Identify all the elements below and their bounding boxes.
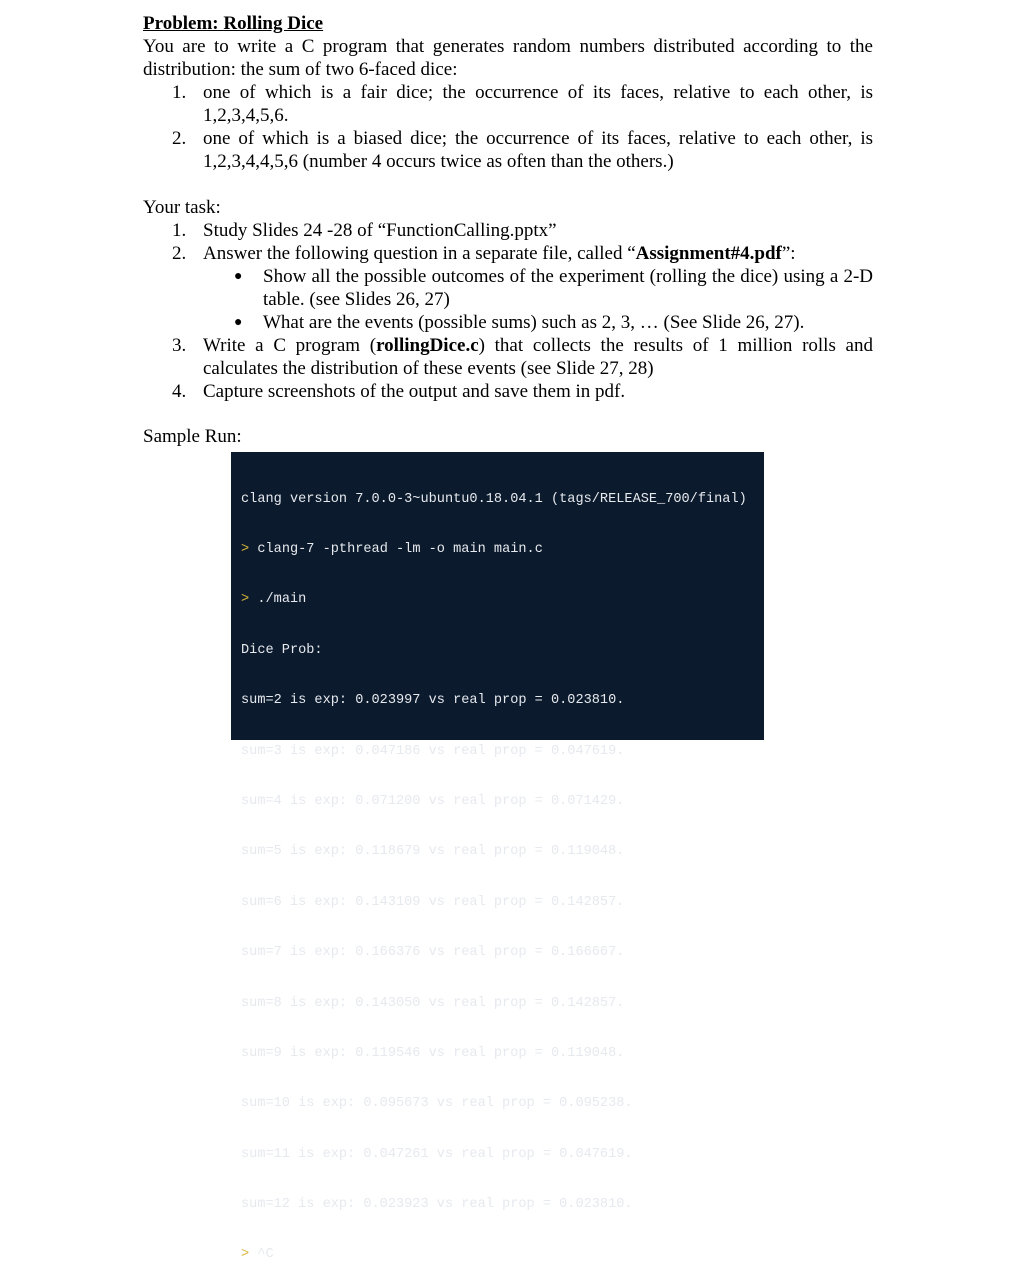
- terminal-dice-header: Dice Prob:: [241, 642, 323, 658]
- bullet-item: [203, 311, 873, 334]
- terminal-result-line: sum=2 is exp: 0.023997 vs real prop = 0.023810.: [241, 693, 625, 709]
- list-item-text-pre: Answer the following question in a separate file, called “: [203, 243, 636, 264]
- terminal-screenshot: [231, 452, 764, 1263]
- task-list: [143, 219, 873, 403]
- prompt-icon: >: [241, 541, 250, 557]
- bullet-text: What are the events (possible sums) such as 2, 3, … (See Slide 26, 27).: [263, 312, 805, 333]
- list-item-text: Study Slides 24 -28 of “FunctionCalling.pptx”: [203, 220, 557, 241]
- list-item-text-pre: Write a C program (: [203, 335, 377, 356]
- list-item: [143, 81, 873, 127]
- terminal-command: ./main: [257, 592, 307, 608]
- terminal-command-line: [241, 1247, 764, 1264]
- bullet-icon: ●: [234, 269, 243, 284]
- list-item-text-post: ) that collects the results of 1 million rolls and calculates the distribution of these events (see Slide 27, 28): [203, 335, 873, 379]
- list-number: 2.: [172, 128, 187, 149]
- terminal-result-line: sum=4 is exp: 0.071200 vs real prop = 0.071429.: [241, 793, 625, 809]
- bullet-list: [203, 265, 873, 334]
- list-number: 2.: [172, 243, 187, 264]
- problem-intro: You are to write a C program that generates random numbers distributed according to the distribution: the sum of two 6-faced dice:: [143, 36, 873, 80]
- terminal-result-line: sum=7 is exp: 0.166376 vs real prop = 0.166667.: [241, 945, 625, 961]
- problem-title: Problem: Rolling Dice: [143, 13, 324, 34]
- list-number: 4.: [172, 381, 187, 402]
- terminal-result-line: sum=6 is exp: 0.143109 vs real prop = 0.142857.: [241, 894, 625, 910]
- list-item-text: one of which is a fair dice; the occurrence of its faces, relative to each other, is 1,2,3,4,5,6.: [203, 82, 873, 126]
- bullet-item: [203, 265, 873, 311]
- document-page: [143, 12, 873, 448]
- sample-run-heading: Sample Run:: [143, 426, 242, 447]
- problem-list: [143, 81, 873, 173]
- terminal-command: ^C: [257, 1247, 274, 1263]
- list-item: [143, 380, 873, 403]
- terminal-result-line: sum=5 is exp: 0.118679 vs real prop = 0.119048.: [241, 844, 625, 860]
- bullet-text: Show all the possible outcomes of the experiment (rolling the dice) using a 2-D table. (see Slides 26, 27): [263, 266, 873, 310]
- list-item: [143, 127, 873, 173]
- list-item: [143, 334, 873, 380]
- bullet-icon: ●: [234, 315, 243, 330]
- assignment-filename: Assignment#4.pdf: [635, 243, 782, 264]
- prompt-icon: >: [241, 1247, 250, 1263]
- terminal-command: clang-7 -pthread -lm -o main main.c: [257, 541, 543, 557]
- terminal-result-line: sum=12 is exp: 0.023923 vs real prop = 0.023810.: [241, 1197, 633, 1213]
- prompt-icon: >: [241, 592, 250, 608]
- terminal-result-line: sum=9 is exp: 0.119546 vs real prop = 0.119048.: [241, 1045, 625, 1061]
- terminal-result-line: sum=10 is exp: 0.095673 vs real prop = 0.095238.: [241, 1096, 633, 1112]
- program-filename: rollingDice.c: [376, 335, 479, 356]
- terminal-result-line: sum=8 is exp: 0.143050 vs real prop = 0.142857.: [241, 995, 625, 1011]
- list-number: 1.: [172, 82, 187, 103]
- list-item: [143, 242, 873, 334]
- list-number: 1.: [172, 220, 187, 241]
- terminal-result-line: sum=11 is exp: 0.047261 vs real prop = 0.047619.: [241, 1146, 633, 1162]
- list-item-text-post: ”:: [781, 243, 796, 264]
- terminal-command-line: [241, 542, 764, 559]
- list-item: [143, 219, 873, 242]
- task-heading: Your task:: [143, 197, 221, 218]
- terminal-result-line: sum=3 is exp: 0.047186 vs real prop = 0.047619.: [241, 743, 625, 759]
- list-item-text: Capture screenshots of the output and save them in pdf.: [203, 381, 626, 402]
- list-number: 3.: [172, 335, 187, 356]
- terminal-version-line: clang version 7.0.0-3~ubuntu0.18.04.1 (tags/RELEASE_700/final): [241, 491, 747, 507]
- list-item-text: one of which is a biased dice; the occurrence of its faces, relative to each other, is 1,2,3,4,4,5,6 (number 4 occurs twice as often than the others.): [203, 128, 873, 172]
- terminal-command-line: [241, 592, 764, 609]
